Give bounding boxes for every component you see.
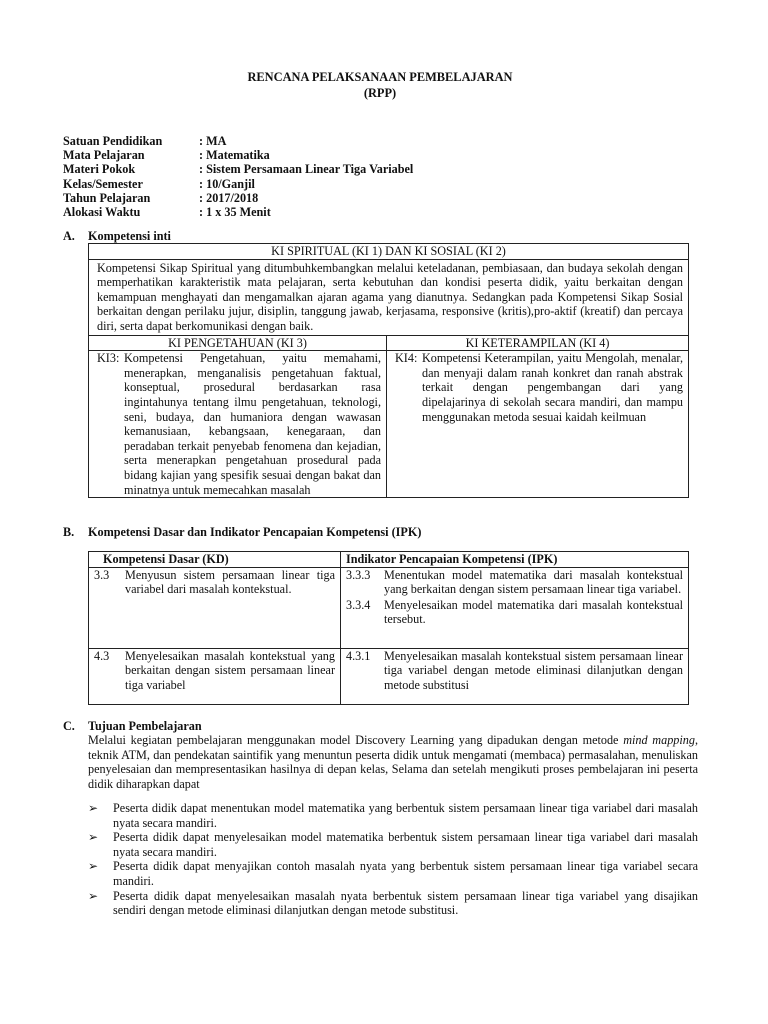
core-competency-table — [88, 243, 689, 498]
arrow-bullet-icon: ➢ — [88, 888, 99, 903]
ipk-text: Menentukan model matematika dari masalah kontekstual yang berkaitan dengan sistem persamaan linear tiga variabel. — [384, 567, 683, 597]
identity-row-subject — [63, 148, 413, 162]
identity-label: Satuan Pendidikan — [63, 134, 163, 148]
document-title: RENCANA PELAKSANAAN PEMBELAJARAN — [247, 70, 513, 84]
identity-label: Tahun Pelajaran — [63, 190, 151, 205]
identity-label: Kelas/Semester — [63, 176, 143, 191]
goal-text: Peserta didik dapat menyelesaikan masalah nyata berbentuk sistem persamaan linear tiga variabel yang disajikan sendiri dengan metode eliminasi dilanjutkan dengan metode substitusi. — [113, 888, 698, 918]
ki3-text: Kompetensi Pengetahuan, yaitu memahami, menerapkan, menganalisis pengetahuan faktual, konseptual, prosedural berdasarkan rasa ingintahunya tentang ilmu pengetahuan, teknologi, seni, budaya, dan humaniora dengan wawasan kemanusiaan, kebangsaan, kenegaraan, dan peradaban terkait penyebab fenomena dan kejadian, serta menerapkan pengetahuan prosedural pada bidang kajian yang spesifik sesuai dengan bakat dan minatnya untuk memecahkan masalah — [124, 351, 381, 497]
kd-cell — [89, 648, 341, 704]
section-title: Tujuan Pembelajaran — [88, 719, 202, 733]
identity-label: Alokasi Waktu — [63, 204, 141, 219]
section-b-heading — [63, 525, 421, 540]
list-item — [88, 801, 698, 830]
kd-item — [94, 568, 335, 597]
ki4-prefix: KI4: — [395, 351, 418, 366]
identity-value: : MA — [199, 134, 227, 148]
ipk-number: 3.3.4 — [346, 597, 371, 612]
kd-cell — [89, 567, 341, 648]
ipk-item — [346, 649, 683, 693]
section-letter: C. — [63, 719, 75, 733]
ipk-cell — [341, 648, 689, 704]
identity-value: : 1 x 35 Menit — [199, 204, 271, 219]
list-item — [88, 830, 698, 859]
table-row — [89, 648, 689, 704]
document-subtitle: (RPP) — [363, 86, 397, 100]
identity-row-class — [63, 177, 413, 191]
identity-value: : Matematika — [199, 148, 270, 163]
goal-intro-paragraph — [88, 733, 698, 791]
section-title: Kompetensi inti — [88, 229, 171, 243]
identity-row-time — [63, 205, 413, 219]
identity-row-topic — [63, 162, 413, 176]
goal-intro-before: Melalui kegiatan pembelajaran menggunakan model Discovery Learning yang dipadukan dengan metode — [88, 733, 624, 747]
goal-intro-after: , teknik ATM, dan pendekatan saintifik yang menuntun peserta didik untuk mengamati (membaca) permasalahan, menuliskan penyelesaian dan mempresentasikan hasilnya di depan kelas, Selama dan setelah mengikuti proses pembelajaran ini peserta didik diharapkan dapat — [88, 733, 699, 791]
list-item — [88, 889, 698, 918]
ipk-number: 3.3.3 — [346, 567, 371, 582]
arrow-bullet-icon: ➢ — [88, 859, 99, 874]
ipk-cell — [341, 567, 689, 648]
identity-label: Materi Pokok — [63, 162, 136, 177]
section-title: Kompetensi Dasar dan Indikator Pencapaian Kompetensi (IPK) — [88, 525, 422, 539]
arrow-bullet-icon: ➢ — [88, 830, 99, 845]
ki3-header: KI PENGETAHUAN (KI 3) — [89, 335, 387, 351]
identity-label: Mata Pelajaran — [63, 148, 145, 163]
ki4-text: Kompetensi Keterampilan, yaitu Mengolah, menalar, dan menyaji dalam ranah konkret dan ranah abstrak terkait dengan pengembangan dari yang dipelajarinya di sekolah secara mandiri, dan mampu menggunakan metoda sesuai kaidah keilmuan — [422, 351, 684, 424]
ipk-item — [346, 568, 683, 597]
goal-text: Peserta didik dapat menentukan model matematika yang berbentuk sistem persamaan linear tiga variabel dari masalah nyata secara mandiri. — [113, 801, 698, 830]
kd-column-header: Kompetensi Dasar (KD) — [89, 552, 341, 568]
ki4-cell — [387, 351, 689, 498]
ipk-text: Menyelesaikan model matematika dari masalah kontekstual tersebut. — [384, 597, 683, 627]
list-item — [88, 859, 698, 888]
kd-text: Menyusun sistem persamaan linear tiga variabel dari masalah kontekstual. — [125, 567, 335, 597]
ki3-prefix: KI3: — [97, 351, 120, 366]
identity-value: : 2017/2018 — [199, 190, 259, 205]
section-a-heading — [63, 229, 171, 244]
identity-block — [63, 134, 413, 219]
kd-ipk-table — [88, 551, 689, 705]
ipk-item — [346, 598, 683, 627]
identity-value: : Sistem Persamaan Linear Tiga Variabel — [199, 162, 414, 177]
ipk-column-header: Indikator Pencapaian Kompetensi (IPK) — [341, 552, 689, 568]
section-c-heading — [63, 719, 202, 734]
section-letter: A. — [63, 229, 75, 243]
ipk-number: 4.3.1 — [346, 648, 371, 663]
identity-value: : 10/Ganjil — [199, 176, 255, 191]
kd-text: Menyelesaikan masalah kontekstual yang berkaitan dengan sistem persamaan linear tiga variabel — [125, 648, 335, 692]
kd-number: 3.3 — [94, 567, 110, 582]
goal-text: Peserta didik dapat menyajikan contoh masalah nyata yang berbentuk sistem persamaan linear tiga variabel secara mandiri. — [113, 859, 698, 888]
ki4-header: KI KETERAMPILAN (KI 4) — [387, 335, 689, 351]
ki3-cell — [89, 351, 387, 498]
spiritual-text: Kompetensi Sikap Spiritual yang ditumbuhkembangkan melalui keteladanan, pembiasaan, dan budaya sekolah dengan memperhatikan karakteristik mata pelajaran, serta kebutuhan dan kondisi peserta didik, yaitu berkaitan dengan kemampuan menghayati dan mengamalkan ajaran agama yang dianutnya. Sedangkan pada Kompetensi Sikap Sosial berkaitan dengan perilaku jujur, disiplin, tanggung jawab, kerjasama, responsive (kritis),pro-aktif (kreatif) dan percaya diri, serta dapat berkomunikasi dengan baik. — [89, 259, 689, 335]
section-letter: B. — [63, 525, 75, 539]
ipk-text: Menyelesaikan masalah kontekstual sistem persamaan linear tiga variabel dengan metode eliminasi dilanjutkan dengan metode substitusi — [384, 648, 683, 692]
goal-text: Peserta didik dapat menyelesaikan model matematika berbentuk sistem persamaan linear tiga variabel dari masalah nyata secara mandiri. — [113, 830, 698, 859]
table-row — [89, 567, 689, 648]
arrow-bullet-icon: ➢ — [88, 801, 99, 815]
identity-row-school — [63, 134, 413, 148]
kd-number: 4.3 — [94, 648, 110, 663]
goal-intro-emphasis: mind mapping — [623, 733, 695, 747]
goal-list — [88, 801, 698, 918]
identity-row-year — [63, 191, 413, 205]
spiritual-header: KI SPIRITUAL (KI 1) DAN KI SOSIAL (KI 2) — [89, 244, 689, 260]
kd-item — [94, 649, 335, 693]
